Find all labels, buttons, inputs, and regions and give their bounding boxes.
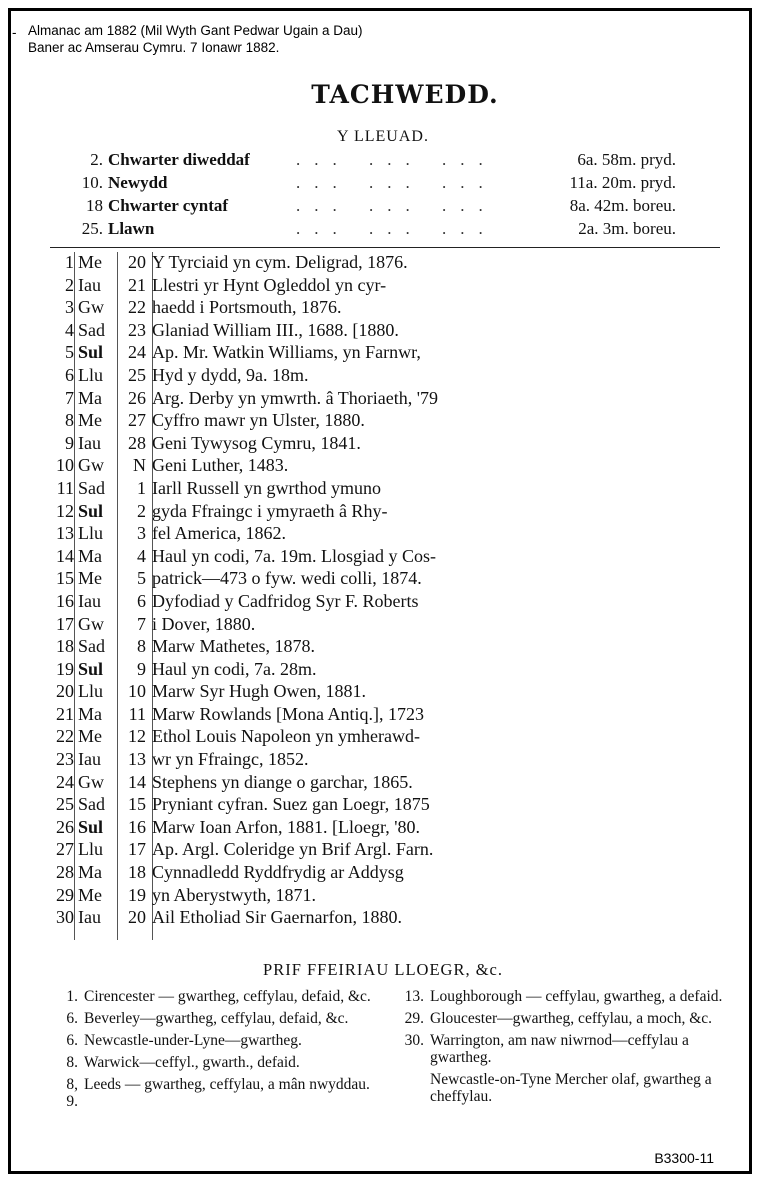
day-event: Dyfodiad y Cadfridog Syr F. Roberts	[152, 590, 419, 611]
day-event: wr yn Ffraingc, 1852.	[152, 749, 309, 770]
old-style-day: 9	[137, 658, 146, 679]
old-style-day: 28	[128, 432, 146, 453]
month-title-block	[0, 80, 766, 109]
old-style-day: 5	[137, 568, 146, 589]
day-event: haedd i Portsmouth, 1876.	[152, 297, 342, 318]
old-style-day: 16	[128, 816, 146, 837]
old-style-day: N	[133, 455, 146, 476]
fair-entry	[52, 1076, 392, 1110]
weekday: Sad	[78, 477, 105, 498]
day-row	[52, 749, 518, 772]
fair-date: 6.	[66, 1032, 78, 1049]
moon-phases	[66, 150, 686, 242]
day-row	[52, 726, 518, 749]
day-number: 10	[56, 455, 74, 476]
weekday: Llu	[78, 523, 103, 544]
day-event: Iarll Russell yn gwrthod ymuno	[152, 477, 381, 498]
moon-phase-dots: ... ... ...	[296, 173, 497, 192]
old-style-day: 19	[128, 884, 146, 905]
moon-phase-row	[66, 150, 686, 173]
day-event: Marw Rowlands [Mona Antiq.], 1723	[152, 703, 424, 724]
moon-phase-name: Newydd	[108, 173, 168, 192]
weekday: Ma	[78, 862, 102, 883]
day-event: Ap. Mr. Watkin Williams, yn Farnwr,	[152, 342, 421, 363]
old-style-day: 2	[137, 500, 146, 521]
day-row	[52, 523, 518, 546]
day-row	[52, 433, 518, 456]
weekday: Sad	[78, 794, 105, 815]
reference-number: B3300-11	[654, 1150, 714, 1166]
old-style-day: 24	[128, 342, 146, 363]
day-number: 2	[65, 274, 74, 295]
moon-phase-name: Chwarter cyntaf	[108, 196, 229, 215]
fair-text: Warrington, am naw niwrnod—ceffylau a gwartheg.	[430, 1032, 689, 1066]
day-row	[52, 320, 518, 343]
fair-entry	[398, 1071, 728, 1105]
day-row	[52, 275, 518, 298]
weekday: Ma	[78, 703, 102, 724]
day-number: 21	[56, 703, 74, 724]
old-style-day: 18	[128, 862, 146, 883]
day-number: 12	[56, 500, 74, 521]
fairs-heading: PRIF FFEIRIAU LLOEGR, &c.	[263, 960, 503, 979]
day-row	[52, 862, 518, 885]
weekday: Me	[78, 568, 102, 589]
day-row	[52, 839, 518, 862]
fair-date: 30.	[404, 1032, 424, 1049]
moon-phase-row	[66, 196, 686, 219]
moon-phase-row	[66, 173, 686, 196]
day-event: i Dover, 1880.	[152, 613, 256, 634]
day-number: 25	[56, 794, 74, 815]
day-event: Y Tyrciaid yn cym. Deligrad, 1876.	[152, 252, 408, 272]
fair-entry	[52, 988, 392, 1005]
day-event: Ethol Louis Napoleon yn ymherawd-	[152, 726, 420, 747]
fair-entry	[52, 1032, 392, 1049]
fair-entry	[398, 1032, 728, 1066]
day-number: 24	[56, 771, 74, 792]
fair-text: Newcastle-on-Tyne Mercher olaf, gwartheg a cheffylau.	[430, 1071, 712, 1105]
day-event: Marw Ioan Arfon, 1881. [Lloegr, '80.	[152, 816, 420, 837]
moon-phase-name: Chwarter diweddaf	[108, 150, 250, 169]
day-number: 4	[65, 319, 74, 340]
day-row	[52, 342, 518, 365]
moon-phase-number: 18	[86, 196, 103, 215]
day-number: 16	[56, 590, 74, 611]
day-number: 8	[65, 410, 74, 431]
moon-phase-time: 6a. 58m. pryd.	[577, 150, 676, 169]
day-row	[52, 817, 518, 840]
weekday: Ma	[78, 545, 102, 566]
day-number: 9	[65, 432, 74, 453]
weekday: Gw	[78, 297, 104, 318]
weekday: Sad	[78, 636, 105, 657]
fairs-right-column	[398, 988, 728, 1110]
day-number: 20	[56, 681, 74, 702]
moon-phase-number: 10.	[81, 173, 103, 192]
day-event: Ap. Argl. Coleridge yn Brif Argl. Farn.	[152, 839, 434, 860]
day-row	[52, 501, 518, 524]
old-style-day: 8	[137, 636, 146, 657]
weekday: Iau	[78, 749, 101, 770]
month-title: TACHWEDD.	[311, 80, 499, 109]
weekday: Iau	[78, 432, 101, 453]
day-event: yn Aberystwyth, 1871.	[152, 884, 316, 905]
day-number: 6	[65, 364, 74, 385]
weekday: Iau	[78, 274, 101, 295]
weekday: Iau	[78, 907, 101, 928]
moon-heading: Y LLEUAD.	[337, 128, 429, 145]
day-number: 17	[56, 613, 74, 634]
section-rule	[50, 247, 720, 248]
day-row	[52, 659, 518, 682]
weekday: Llu	[78, 839, 103, 860]
weekday: Me	[78, 884, 102, 905]
day-event: Pryniant cyfran. Suez gan Loegr, 1875	[152, 794, 430, 815]
fair-date: 6.	[66, 1010, 78, 1027]
fair-date: 29.	[404, 1010, 424, 1027]
day-calendar	[52, 252, 518, 930]
fair-entry	[52, 1010, 392, 1027]
day-event: Hyd y dydd, 9a. 18m.	[152, 364, 309, 385]
day-event: Haul yn codi, 7a. 28m.	[152, 658, 317, 679]
day-number: 29	[56, 884, 74, 905]
day-number: 26	[56, 816, 74, 837]
day-row	[52, 546, 518, 569]
fair-text: Newcastle-under-Lyne—gwartheg.	[84, 1032, 302, 1049]
fairs-left-column	[52, 988, 392, 1110]
old-style-day: 26	[128, 387, 146, 408]
old-style-day: 3	[137, 523, 146, 544]
old-style-day: 15	[128, 794, 146, 815]
day-event: Haul yn codi, 7a. 19m. Llosgiad y Cos-	[152, 545, 436, 566]
fair-date: 1.	[66, 988, 78, 1005]
day-event: gyda Ffraingc i ymyraeth â Rhy-	[152, 500, 388, 521]
old-style-day: 14	[128, 771, 146, 792]
fair-text: Loughborough — ceffylau, gwartheg, a defaid.	[430, 988, 723, 1005]
day-number: 3	[65, 297, 74, 318]
day-event: Glaniad William III., 1688. [1880.	[152, 319, 399, 340]
fair-text: Beverley—gwartheg, ceffylau, defaid, &c.	[84, 1010, 349, 1027]
day-number: 27	[56, 839, 74, 860]
day-event: Arg. Derby yn ymwrth. â Thoriaeth, '79	[152, 387, 439, 408]
weekday: Sul	[78, 658, 104, 679]
day-event: Marw Mathetes, 1878.	[152, 636, 315, 657]
day-event: Geni Tywysog Cymru, 1841.	[152, 432, 361, 453]
fair-text: Warwick—ceffyl., gwarth., defaid.	[84, 1054, 300, 1071]
day-number: 14	[56, 545, 74, 566]
day-number: 18	[56, 636, 74, 657]
day-event: Stephens yn diange o garchar, 1865.	[152, 771, 413, 792]
old-style-day: 21	[128, 274, 146, 295]
old-style-day: 7	[137, 613, 146, 634]
old-style-day: 23	[128, 319, 146, 340]
moon-phase-number: 2.	[90, 150, 103, 169]
moon-phase-time: 2a. 3m. boreu.	[578, 219, 676, 238]
old-style-day: 20	[128, 252, 146, 272]
weekday: Sad	[78, 319, 105, 340]
day-row	[52, 252, 518, 275]
moon-phase-dots: ... ... ...	[296, 219, 497, 238]
moon-phase-dots: ... ... ...	[296, 150, 497, 169]
weekday: Sul	[78, 342, 104, 363]
day-row	[52, 568, 518, 591]
fair-text: Leeds — gwartheg, ceffylau, a mân nwyddau.	[84, 1076, 370, 1093]
fair-entry	[52, 1054, 392, 1071]
day-row	[52, 478, 518, 501]
old-style-day: 4	[137, 545, 146, 566]
day-row	[52, 614, 518, 637]
moon-phase-time: 11a. 20m. pryd.	[569, 173, 676, 192]
fair-text: Cirencester — gwartheg, ceffylau, defaid, &c.	[84, 988, 371, 1005]
day-row	[52, 704, 518, 727]
day-number: 28	[56, 862, 74, 883]
weekday: Me	[78, 252, 102, 272]
day-row	[52, 455, 518, 478]
day-number: 11	[56, 477, 74, 498]
fair-entry	[398, 988, 728, 1005]
old-style-day: 6	[137, 590, 146, 611]
old-style-day: 27	[128, 410, 146, 431]
moon-phase-number: 25.	[81, 219, 103, 238]
day-row	[52, 636, 518, 659]
day-event: Cyffro mawr yn Ulster, 1880.	[152, 410, 365, 431]
moon-phase-time: 8a. 42m. boreu.	[569, 196, 676, 215]
day-number: 23	[56, 749, 74, 770]
old-style-day: 17	[128, 839, 146, 860]
day-number: 30	[56, 907, 74, 928]
day-number: 5	[65, 342, 74, 363]
fair-date: 8, 9.	[66, 1076, 78, 1110]
weekday: Iau	[78, 590, 101, 611]
header-line-2: Baner ac Amserau Cymru. 7 Ionawr 1882.	[28, 40, 280, 55]
old-style-day: 1	[137, 477, 146, 498]
archive-header	[12, 22, 363, 56]
weekday: Sul	[78, 500, 104, 521]
header-line-1: Almanac am 1882 (Mil Wyth Gant Pedwar Ugain a Dau)	[28, 23, 363, 38]
weekday: Me	[78, 410, 102, 431]
day-number: 22	[56, 726, 74, 747]
old-style-day: 22	[128, 297, 146, 318]
weekday: Gw	[78, 455, 104, 476]
old-style-day: 11	[128, 703, 146, 724]
day-number: 19	[56, 658, 74, 679]
day-number: 1	[65, 252, 74, 272]
weekday: Sul	[78, 816, 104, 837]
weekday: Gw	[78, 771, 104, 792]
day-number: 13	[56, 523, 74, 544]
moon-phase-name: Llawn	[108, 219, 155, 238]
day-row	[52, 772, 518, 795]
day-row	[52, 297, 518, 320]
old-style-day: 12	[128, 726, 146, 747]
header-dash: -	[12, 25, 17, 40]
day-row	[52, 591, 518, 614]
day-row	[52, 885, 518, 908]
fair-entry	[398, 1010, 728, 1027]
day-row	[52, 410, 518, 433]
day-event: patrick—473 o fyw. wedi colli, 1874.	[152, 568, 422, 589]
fair-date: 8.	[66, 1054, 78, 1071]
weekday: Me	[78, 726, 102, 747]
weekday: Llu	[78, 364, 103, 385]
weekday: Llu	[78, 681, 103, 702]
weekday: Gw	[78, 613, 104, 634]
old-style-day: 25	[128, 364, 146, 385]
day-event: Ail Etholiad Sir Gaernarfon, 1880.	[152, 907, 402, 928]
day-event: Cynnadledd Ryddfrydig ar Addysg	[152, 862, 404, 883]
fair-date: 13.	[404, 988, 424, 1005]
day-row	[52, 794, 518, 817]
day-event: Llestri yr Hynt Ogleddol yn cyr-	[152, 274, 387, 295]
old-style-day: 10	[128, 681, 146, 702]
day-row	[52, 681, 518, 704]
day-event: Marw Syr Hugh Owen, 1881.	[152, 681, 366, 702]
moon-phase-row	[66, 219, 686, 242]
day-row	[52, 365, 518, 388]
fair-text: Gloucester—gwartheg, ceffylau, a moch, &c.	[430, 1010, 713, 1027]
day-event: Geni Luther, 1483.	[152, 455, 289, 476]
moon-phase-dots: ... ... ...	[296, 196, 497, 215]
old-style-day: 20	[128, 907, 146, 928]
old-style-day: 13	[128, 749, 146, 770]
day-row	[52, 907, 518, 930]
day-event: fel America, 1862.	[152, 523, 286, 544]
day-row	[52, 388, 518, 411]
day-number: 15	[56, 568, 74, 589]
day-number: 7	[65, 387, 74, 408]
weekday: Ma	[78, 387, 102, 408]
